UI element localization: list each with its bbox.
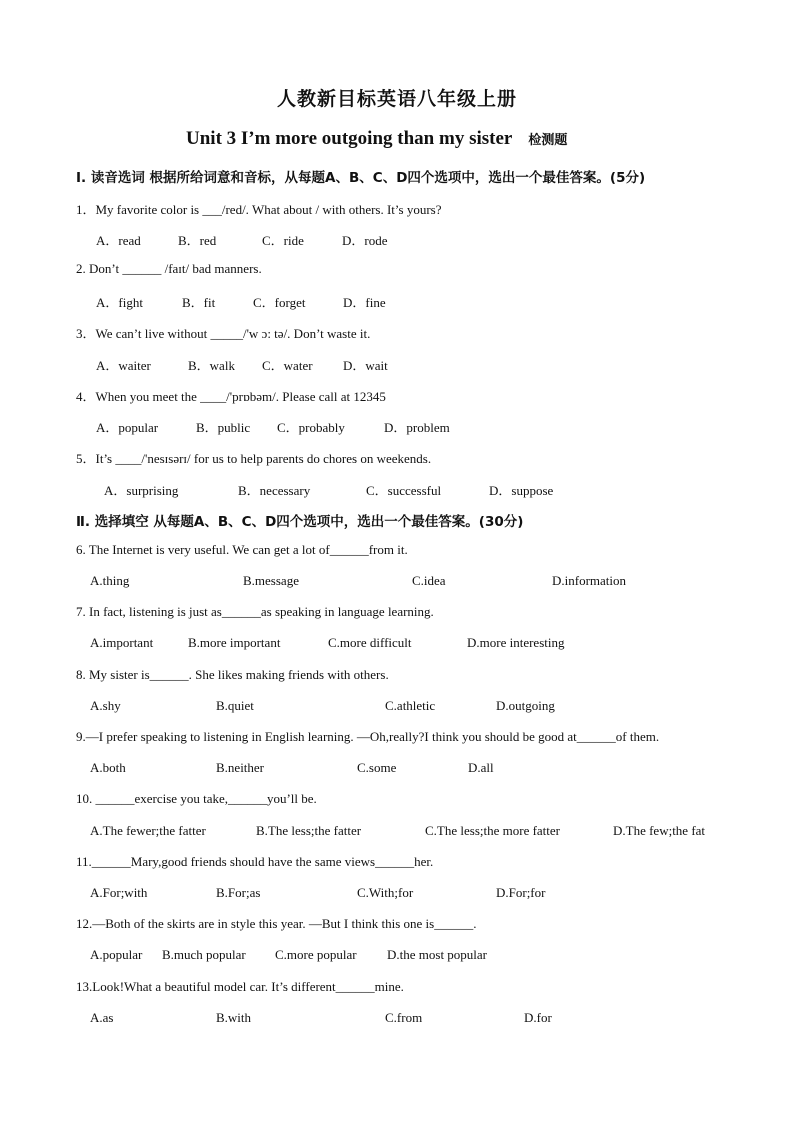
option-b: B.For;as	[216, 885, 261, 900]
page-title: 人教新目标英语八年级上册	[276, 88, 517, 110]
section-1-heading: I. 读音选词 根据所给词意和音标，从每题A、B、C、D四个选项中，选出一个最佳答案。(5分)	[76, 170, 646, 186]
option-a: A．fight	[96, 295, 143, 310]
question-10: 10. ______exercise you take,______you’ll be.	[76, 791, 317, 806]
option-d: D．rode	[342, 233, 388, 248]
option-a: A．surprising	[104, 483, 179, 498]
option-c: C．probably	[277, 420, 345, 435]
option-c: C.The less;the more fatter	[425, 823, 561, 838]
option-a: A．popular	[96, 420, 159, 435]
option-b: B.much popular	[162, 947, 246, 962]
option-a: A．waiter	[96, 358, 151, 373]
option-d: D．wait	[343, 358, 388, 373]
option-d: D.for	[524, 1010, 552, 1025]
option-d: D．suppose	[489, 483, 554, 498]
question-9: 9.—I prefer speaking to listening in English learning. —Oh,really?I think you should be good at______of them.	[76, 729, 660, 744]
option-d: D.more interesting	[467, 635, 565, 650]
option-b: B．necessary	[238, 483, 311, 498]
question-3: 3．We can’t live without _____/'w ɔ: tə/. Don’t waste it.	[76, 326, 371, 341]
question-12: 12.—Both of the skirts are in style this year. —But I think this one is______.	[76, 916, 477, 931]
option-c: C.more difficult	[328, 635, 412, 650]
option-a: A.shy	[90, 698, 121, 713]
option-b: B.quiet	[216, 698, 254, 713]
option-c: C.With;for	[357, 885, 414, 900]
option-b: B.neither	[216, 760, 265, 775]
question-8: 8. My sister is______. She likes making friends with others.	[76, 667, 389, 682]
option-b: B．fit	[182, 295, 216, 310]
option-d: D.The few;the fat	[613, 823, 706, 838]
question-6: 6. The Internet is very useful. We can get a lot of______from it.	[76, 542, 408, 557]
question-13: 13.Look!What a beautiful model car. It’s different______mine.	[76, 979, 404, 994]
option-b: B.with	[216, 1010, 252, 1025]
subtitle-tag: 检测题	[528, 133, 568, 148]
option-b: B．walk	[188, 358, 235, 373]
page-subtitle	[186, 128, 567, 150]
option-a: A.both	[90, 760, 126, 775]
question-2: 2. Don’t ______ /faɪt/ bad manners.	[76, 261, 262, 276]
option-d: D.information	[552, 573, 627, 588]
option-d: D.For;for	[496, 885, 546, 900]
question-5: 5．It’s ____/'nesɪsərɪ/ for us to help parents do chores on weekends.	[76, 451, 432, 466]
option-d: D.the most popular	[387, 947, 488, 962]
option-a: A．read	[96, 233, 141, 248]
option-d: D．fine	[343, 295, 386, 310]
option-a: A.as	[90, 1010, 114, 1025]
option-c: C.more popular	[275, 947, 357, 962]
option-c: C．ride	[262, 233, 304, 248]
option-a: A.popular	[90, 947, 143, 962]
option-a: A.For;with	[90, 885, 148, 900]
option-b: B.The less;the fatter	[256, 823, 362, 838]
option-b: B．red	[178, 233, 217, 248]
option-c: C．successful	[366, 483, 442, 498]
option-d: D．problem	[384, 420, 450, 435]
option-c: C．water	[262, 358, 313, 373]
option-a: A.important	[90, 635, 154, 650]
section-2-heading: Ⅱ. 选择填空 从每题A、B、C、D四个选项中，选出一个最佳答案。(30分)	[76, 514, 524, 530]
option-b: B．public	[196, 420, 251, 435]
option-c: C.some	[357, 760, 397, 775]
question-7: 7. In fact, listening is just as______as speaking in language learning.	[76, 604, 434, 619]
option-d: D.all	[468, 760, 494, 775]
option-a: A.thing	[90, 573, 130, 588]
option-d: D.outgoing	[496, 698, 555, 713]
option-b: B.message	[243, 573, 299, 588]
option-c: C.idea	[412, 573, 446, 588]
subtitle-main: Unit 3 I’m more outgoing than my sister	[186, 128, 513, 149]
question-1: 1．My favorite color is ___/red/. What about / with others. It’s yours?	[76, 202, 442, 217]
option-c: C.from	[385, 1010, 423, 1025]
option-b: B.more important	[188, 635, 281, 650]
question-11: 11.______Mary,good friends should have the same views______her.	[76, 854, 434, 869]
option-a: A.The fewer;the fatter	[90, 823, 206, 838]
option-c: C．forget	[253, 295, 306, 310]
option-c: C.athletic	[385, 698, 436, 713]
question-4: 4．When you meet the ____/'prɒbəm/. Please call at 12345	[76, 389, 386, 404]
